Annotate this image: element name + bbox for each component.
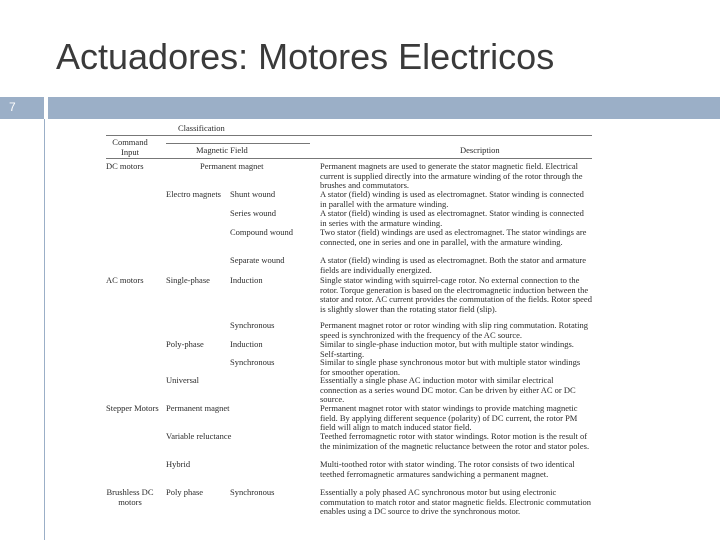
description-cell: A stator (field) winding is used as electromagnet. Both the stator and armature fields are individually energized. [320,255,587,275]
header-command-input: Command Input [112,137,148,157]
winding-cell: Separate wound [230,255,285,265]
magnetic-field-cell: Poly-phase [166,339,204,349]
command-input-cell: AC motors [106,275,144,285]
header-accent-bar [48,97,720,119]
motor-classification-table [100,122,600,540]
magnetic-field-cell: Single-phase [166,275,210,285]
description-cell: Two stator (field) windings are used as electromagnet. The stator windings are connected, one in series and one in parallel, with the armature winding. [320,227,587,247]
description-cell: A stator (field) winding is used as electromagnet. Stator winding is connected in series with the armature winding. [320,208,584,228]
winding-cell: Shunt wound [230,189,276,199]
header-magnetic-field: Magnetic Field [196,145,248,155]
description-cell: Essentially a single phase AC induction motor with similar electrical connection as a series wound DC motor. Can be driven by either AC or DC source. [320,375,576,405]
header-rule-top [106,135,592,136]
command-input-cell: Brushless DC motors [106,487,154,507]
winding-cell: Induction [230,339,263,349]
magnetic-field-cell: Hybrid [166,459,191,469]
description-cell: Permanent magnet rotor with stator windings to provide matching magnetic field. By applying different sequence (polarity) of DC current, the rotor PM field will align to match induced stator field. [320,403,578,433]
description-cell: Permanent magnet rotor or rotor winding with slip ring commutation. Rotating speed is synchronized with the frequency of the AC source. [320,320,588,340]
magnetic-field-cell: Universal [166,375,200,385]
slide-title: Actuadores: Motores Electricos [56,36,555,77]
magnetic-field-cell: Variable reluctance [166,431,232,441]
description-cell: Teethed ferromagnetic rotor with stator windings. Rotor motion is the result of the minimization of the magnetic reluctance between the rotor and stator poles. [320,431,590,451]
header-description: Description [460,145,500,155]
command-input-cell: Stepper Motors [106,403,159,413]
description-cell: Permanent magnets are used to generate the stator magnetic field. Electrical current is supplied directly into the armature winding of the rotor through the brushes and commutators. [320,161,583,191]
winding-cell: Synchronous [230,357,275,367]
slide-number-box [0,97,44,119]
description-cell: Similar to single-phase induction motor, but with multiple stator windings. Self-starting. [320,339,574,359]
header-rule-bottom [106,158,592,159]
slide-number: 7 [9,100,16,114]
header-classification: Classification [178,123,225,133]
description-cell: A stator (field) winding is used as electromagnet. Stator winding is connected in parallel with the armature winding. [320,189,584,209]
winding-cell: Synchronous [230,320,275,330]
magnetic-field-cell: Electro magnets [166,189,221,199]
magnetic-field-cell: Poly phase [166,487,204,497]
magnetic-field-cell: Permanent magnet [166,403,230,413]
magnetic-field-cell: Permanent magnet [200,161,264,171]
left-accent-line [44,119,45,540]
winding-cell: Series wound [230,208,277,218]
description-cell: Multi-toothed rotor with stator winding. The rotor consists of two identical teethed ferromagnetic armatures sandwiching a permanent magnet. [320,459,575,479]
command-input-cell: DC motors [106,161,144,171]
description-cell: Similar to single phase synchronous motor but with multiple stator windings for smoother operation. [320,357,581,377]
description-cell: Essentially a poly phased AC synchronous motor but using electronic commutation to match rotor and stator magnetic fields. Electronic commutation enables using a DC source to drive the synchronous motor. [320,487,591,517]
winding-cell: Induction [230,275,263,285]
winding-cell: Compound wound [230,227,294,237]
header-rule-sub [166,143,310,144]
description-cell: Single stator winding with squirrel-cage rotor. No external connection to the rotor. Torque generation is based on the electromagnetic induction between the stator and rotor. AC current provides the commutation of the fields. Rotor speed is slightly slower than the rotating stator field (slip). [320,275,592,314]
winding-cell: Synchronous [230,487,275,497]
